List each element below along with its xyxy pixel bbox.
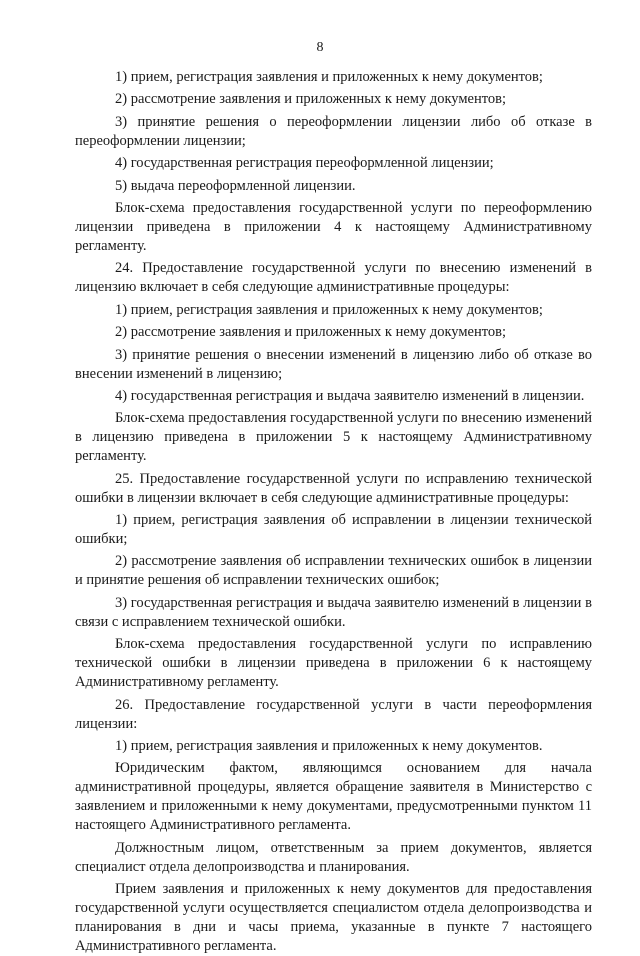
page-number: 8 (316, 40, 324, 55)
paragraph: 3) принятие решения о внесении изменений в лицензию либо об отказе во внесении изменений в лицензию; (75, 346, 592, 382)
paragraph: Должностным лицом, ответственным за прием документов, является специалист отдела делопроизводства и планирования. (75, 839, 592, 875)
paragraph: 25. Предоставление государственной услуги по исправлению технической ошибки в лицензии включает в себя следующие административные процедуры: (75, 470, 592, 506)
paragraph: 1) прием, регистрация заявления и приложенных к нему документов. (115, 738, 543, 755)
paragraph: 24. Предоставление государственной услуги по внесению изменений в лицензию включает в себя следующие административные процедуры: (75, 260, 592, 296)
paragraph: 4) государственная регистрация и выдача заявителю изменений в лицензии. (115, 387, 585, 404)
paragraph: 2) рассмотрение заявления об исправлении технических ошибок в лицензии и принятие решения об исправлении технических ошибок; (75, 553, 592, 589)
paragraph: 2) рассмотрение заявления и приложенных к нему документов; (115, 324, 507, 341)
paragraph: 5) выдача переоформленной лицензии. (115, 177, 356, 194)
paragraph: 2) рассмотрение заявления и приложенных к нему документов; (115, 91, 507, 108)
paragraph: 3) государственная регистрация и выдача заявителю изменений в лицензии в связи с исправлением технической ошибки. (75, 594, 592, 630)
document-body (75, 68, 592, 956)
paragraph: 1) прием, регистрация заявления об исправлении в лицензии технической ошибки; (75, 512, 592, 548)
paragraph: 26. Предоставление государственной услуги в части переоформления лицензии: (75, 696, 592, 732)
paragraph: Блок-схема предоставления государственной услуги по исправлению технической ошибки в лицензии приведена в приложении 6 к настоящему Административному регламенту. (75, 636, 592, 691)
paragraph: Прием заявления и приложенных к нему документов для предоставления государственной услуги осуществляется специалистом отдела делопроизводства и планирования в дни и часы приема, указанные в пункте 7 настоящего Административного регламента. (75, 881, 592, 955)
paragraph: 3) принятие решения о переоформлении лицензии либо об отказе в переоформлении лицензии; (75, 113, 592, 149)
paragraph: Блок-схема предоставления государственной услуги по внесению изменений в лицензию приведена в приложении 5 к настоящему Административному регламенту. (75, 410, 592, 465)
paragraph: 1) прием, регистрация заявления и приложенных к нему документов; (115, 301, 543, 318)
paragraph: Юридическим фактом, являющимся основанием для начала административной процедуры, является обращение заявителя в Министерство с заявлением и приложенными к нему документами, предусмотренными пунктом 11 настоящего Административного регламента. (75, 760, 592, 834)
paragraph: 1) прием, регистрация заявления и приложенных к нему документов; (115, 69, 543, 85)
paragraph: Блок-схема предоставления государственной услуги по переоформлению лицензии приведена в приложении 4 к настоящему Административному регламенту. (75, 199, 592, 254)
paragraph: 4) государственная регистрация переоформленной лицензии; (115, 155, 494, 172)
